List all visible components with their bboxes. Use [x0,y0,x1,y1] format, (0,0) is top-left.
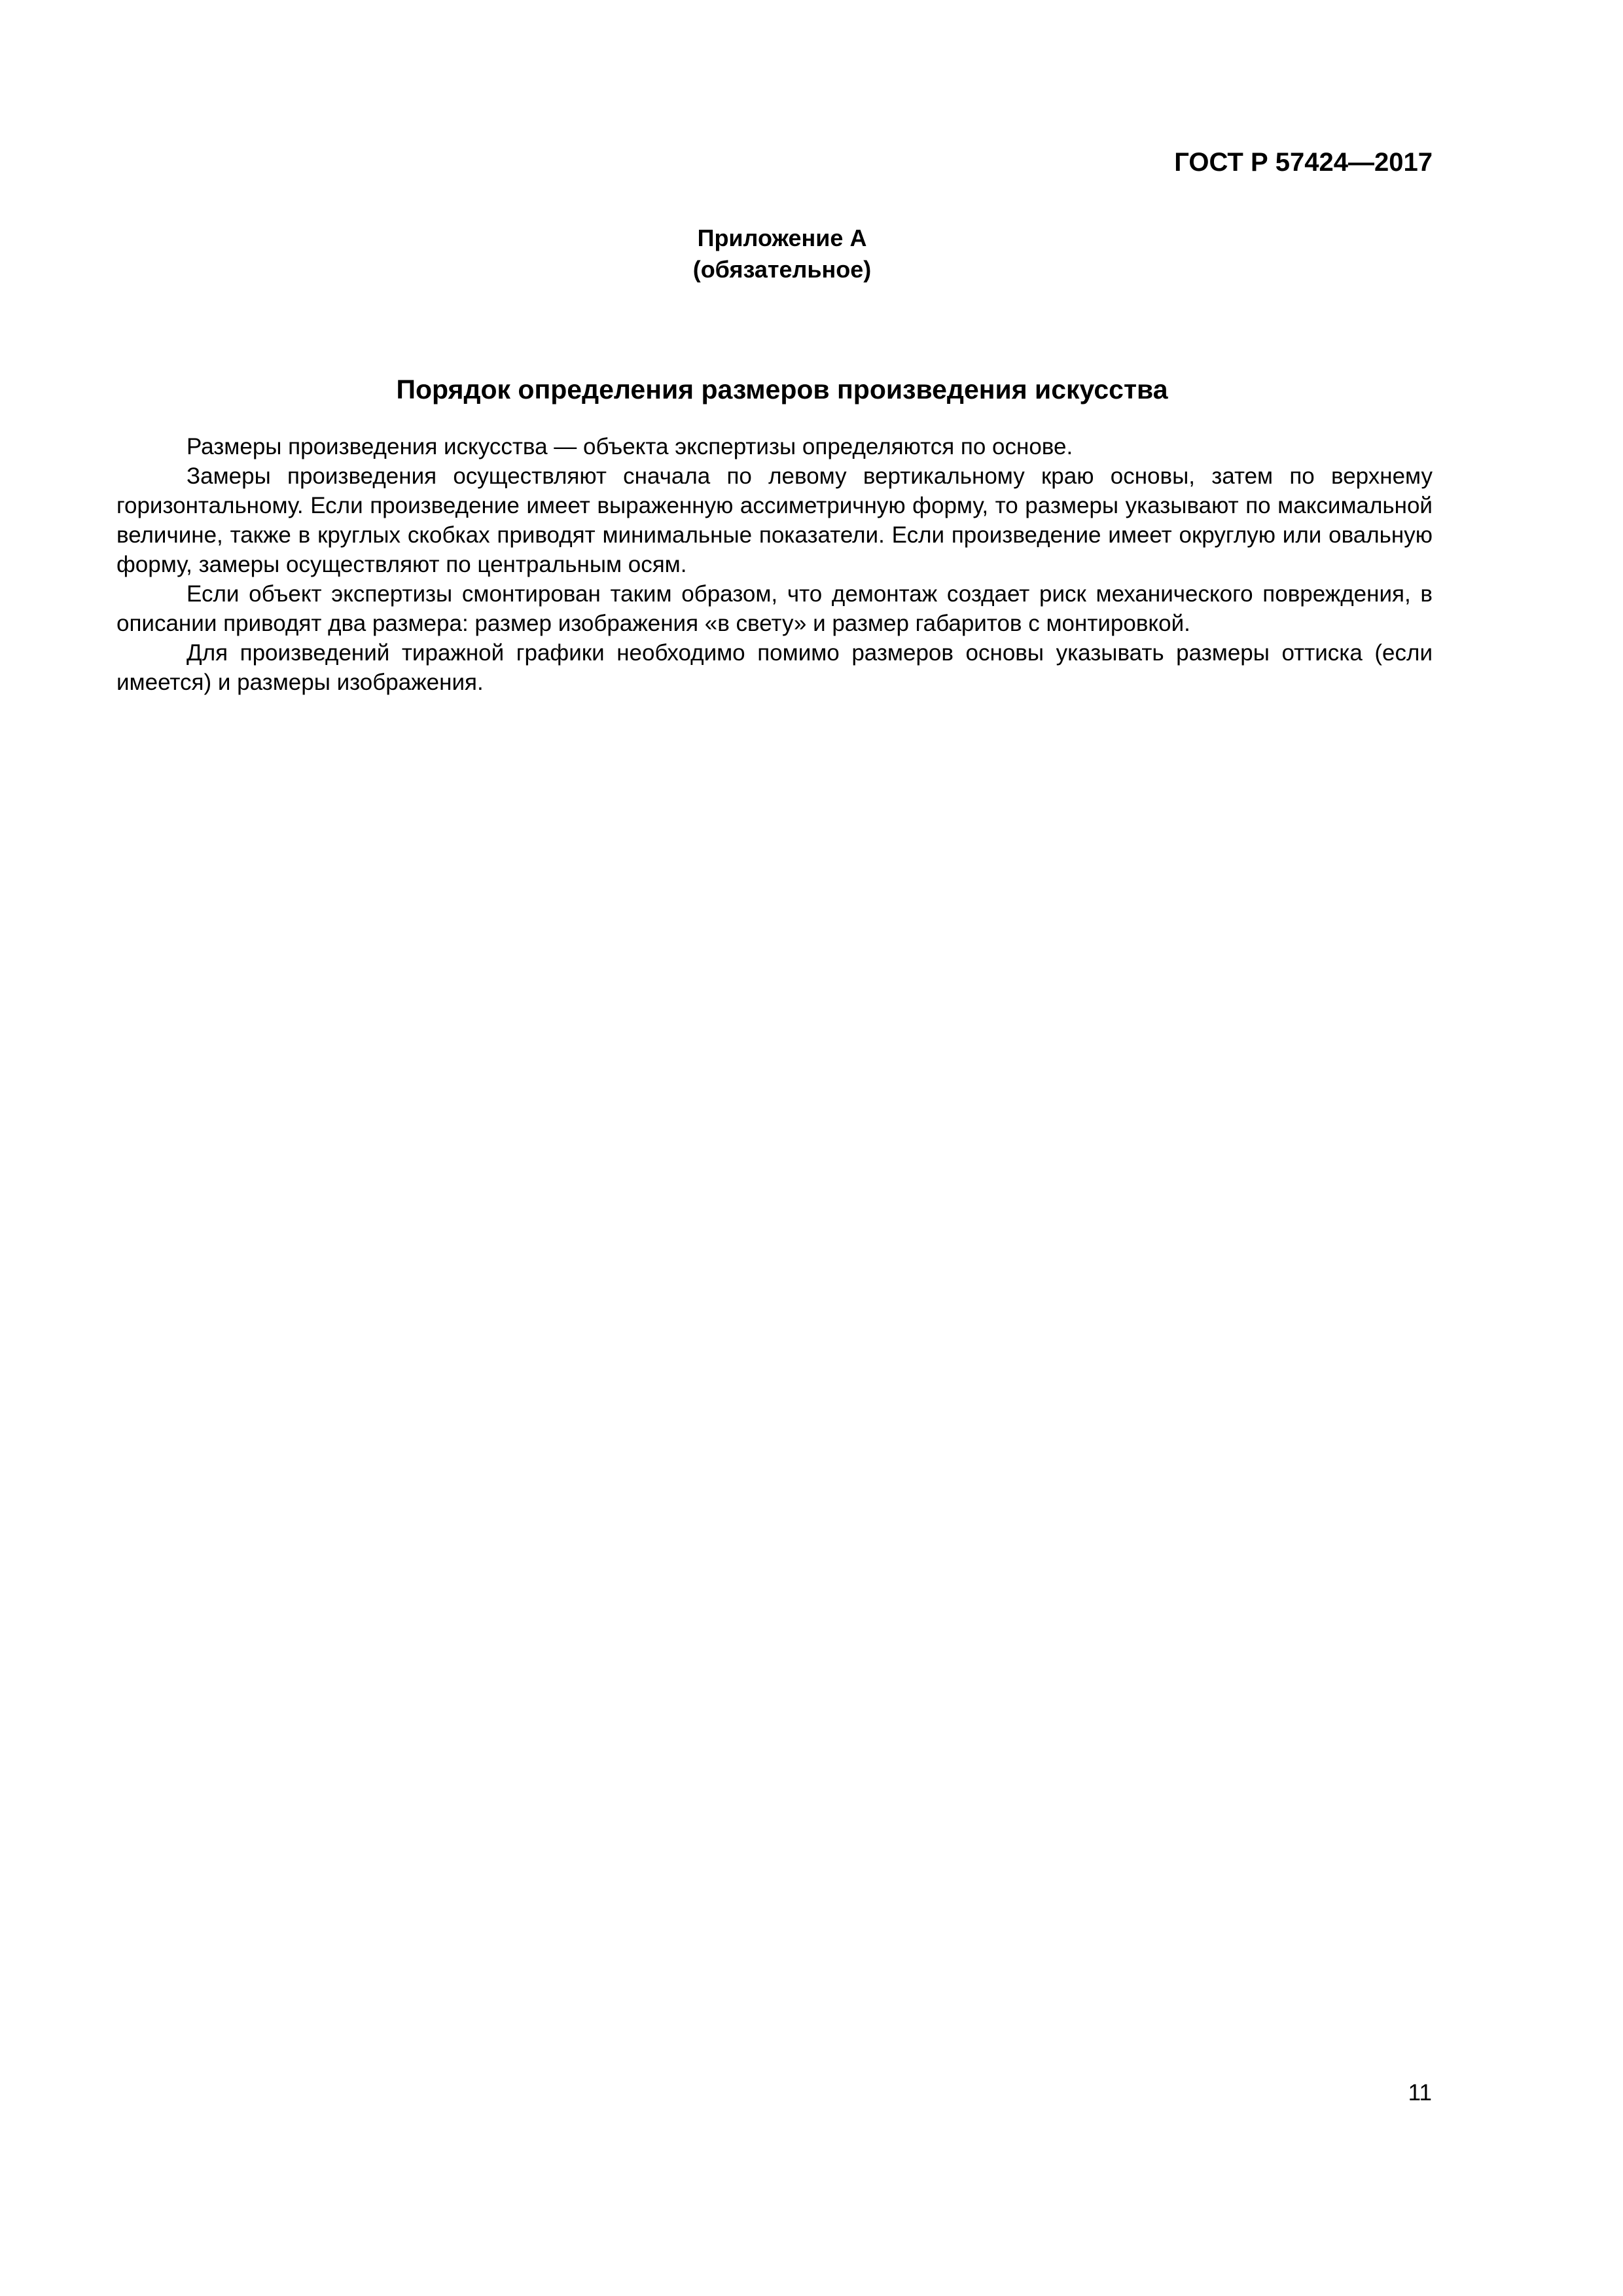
paragraph: Замеры произведения осуществляют сначала по левому вертикальному краю основы, затем по верхнему горизонтальному. Если произведение имеет выраженную ассиметричную форму, то размеры указывают по максимальной величине, также в круглых скобках приводят минимальные показатели. Если произведение имеет округлую или овальную форму, замеры осуществляют по центральным осям. [116,463,1433,577]
appendix-status: (обязательное) [692,256,872,283]
section-title: Порядок определения размеров произведения искусства [396,374,1168,404]
document-id: ГОСТ Р 57424—2017 [1174,148,1433,177]
section-body [116,432,1433,697]
paragraph: Размеры произведения искусства — объекта экспертизы определяются по основе. [187,434,1073,459]
appendix-label: Приложение А [697,224,867,251]
appendix-heading [0,223,1564,285]
paragraph: Для произведений тиражной графики необходимо помимо размеров основы указывать размеры оттиска (если имеется) и размеры изображения. [116,640,1433,695]
paragraph: Если объект экспертизы смонтирован таким образом, что демонтаж создает риск механического повреждения, в описании приводят два размера: размер изображения «в свету» и размер габаритов с монтировкой. [116,581,1433,636]
page-number: 11 [1408,2080,1432,2106]
